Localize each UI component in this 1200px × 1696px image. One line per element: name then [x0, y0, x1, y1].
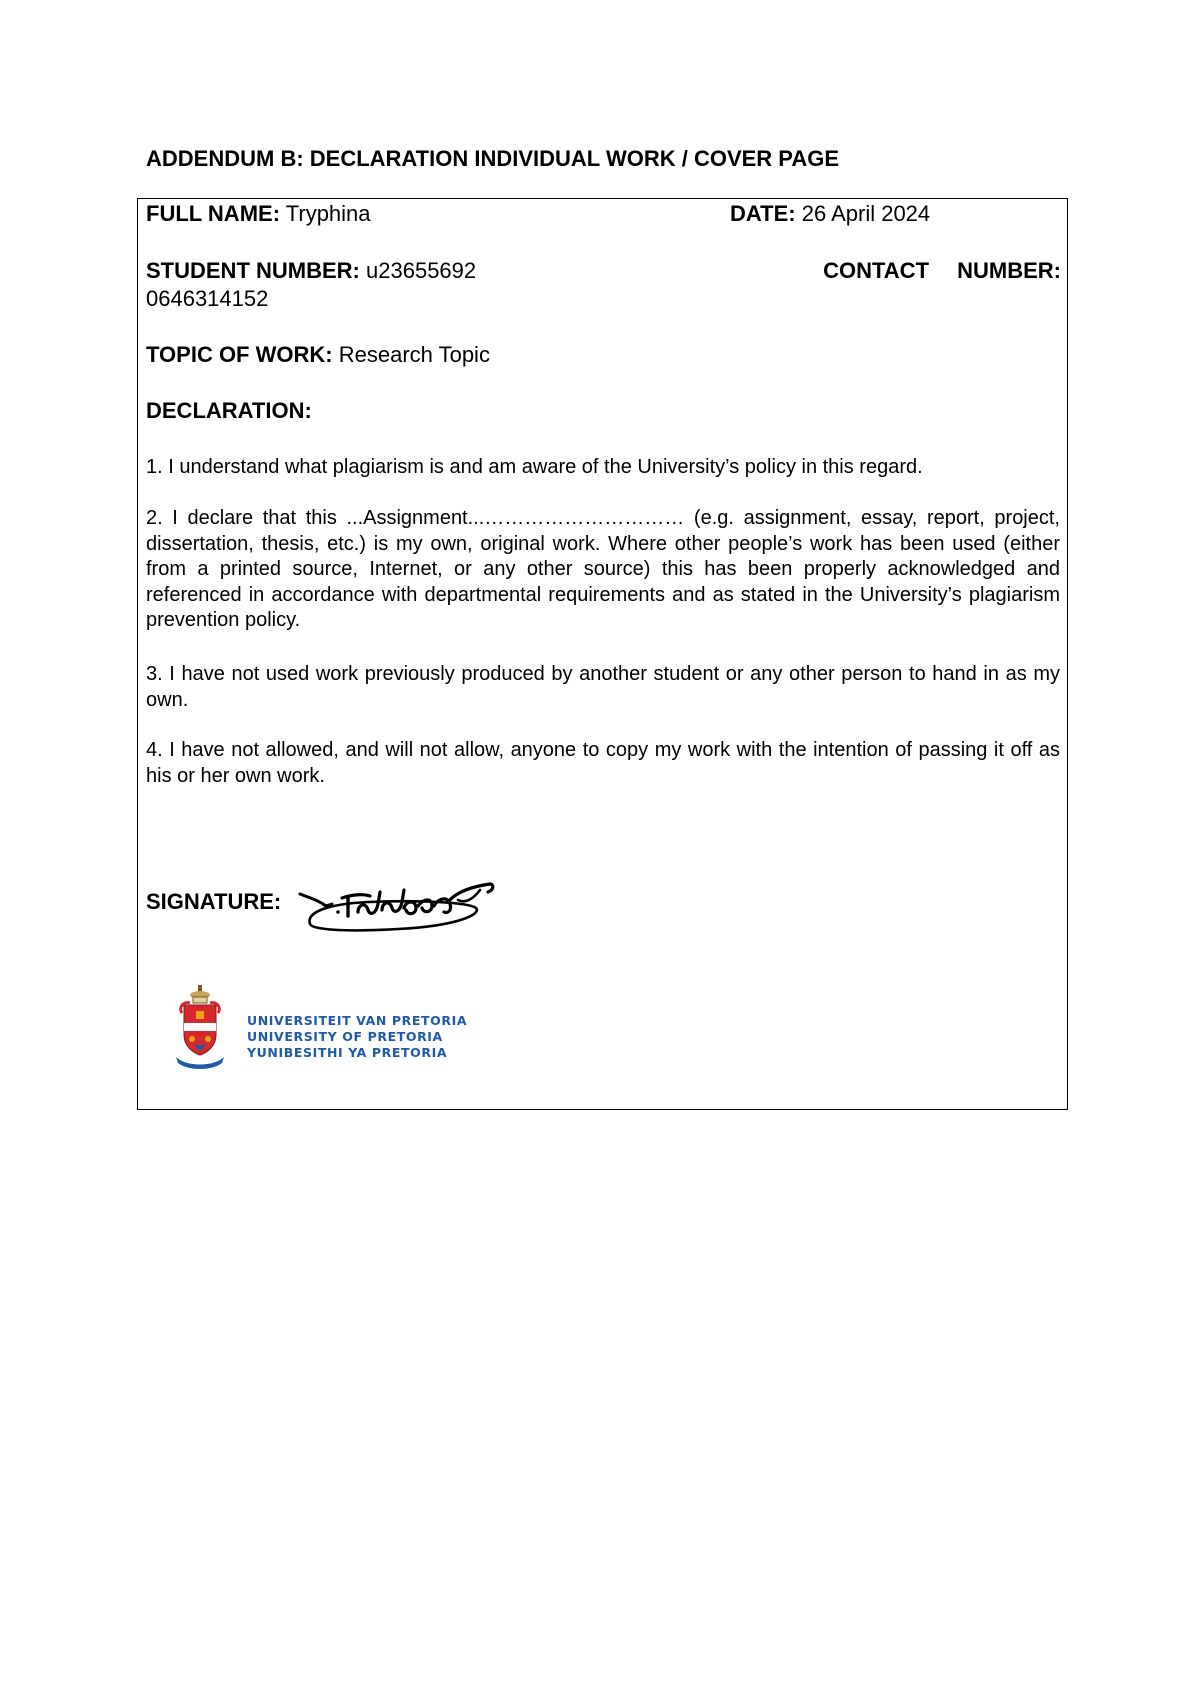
declaration-item-1: 1. I understand what plagiarism is and am aware of the University’s policy in this regard. — [146, 456, 923, 478]
signature-label: SIGNATURE: — [146, 889, 282, 914]
logo-line-afrikaans: UNIVERSITEIT VAN PRETORIA — [247, 1013, 468, 1028]
logo-line-english: UNIVERSITY OF PRETORIA — [247, 1029, 443, 1044]
date-label: DATE: — [730, 201, 796, 226]
date-field — [730, 200, 930, 228]
declaration-form-box — [137, 198, 1068, 1110]
declaration-item-2: 2. I declare that this ...Assignment...………………………… (e.g. assignment, essay, report, project, dissertation, thesis, etc.) is my own, original work. Where other people’s work has been used (either from a printed source, Internet, or any other source) this has been properly acknowledged and referenced in accordance with departmental requirements and as stated in the University’s plagiarism prevention policy. — [146, 507, 1060, 631]
full-name-label: FULL NAME: — [146, 201, 281, 226]
university-logo-text — [247, 1013, 467, 1061]
page-heading: ADDENDUM B: DECLARATION INDIVIDUAL WORK / COVER PAGE — [146, 146, 839, 171]
contact-number-label: CONTACT NUMBER: — [823, 258, 1061, 283]
student-number-field — [146, 257, 476, 285]
handwritten-signature — [298, 876, 498, 932]
date-value: 26 April 2024 — [801, 201, 931, 226]
student-number-label: STUDENT NUMBER: — [146, 258, 360, 283]
declaration-item-3: 3. I have not used work previously produced by another student or any other person to hand in as my own. — [146, 663, 1060, 711]
contact-number-value: 0646314152 — [146, 286, 269, 311]
topic-value: Research Topic — [338, 342, 490, 367]
topic-label: TOPIC OF WORK: — [146, 342, 333, 367]
full-name-value: Tryphina — [285, 201, 371, 226]
full-name-field — [146, 200, 371, 228]
logo-line-sepedi: YUNIBESITHI YA PRETORIA — [247, 1045, 448, 1060]
declaration-item-4: 4. I have not allowed, and will not allow, anyone to copy my work with the intention of passing it off as his or her own work. — [146, 739, 1060, 787]
declaration-heading: DECLARATION: — [146, 398, 312, 423]
student-number-value: u23655692 — [366, 258, 477, 283]
topic-field — [146, 341, 490, 369]
